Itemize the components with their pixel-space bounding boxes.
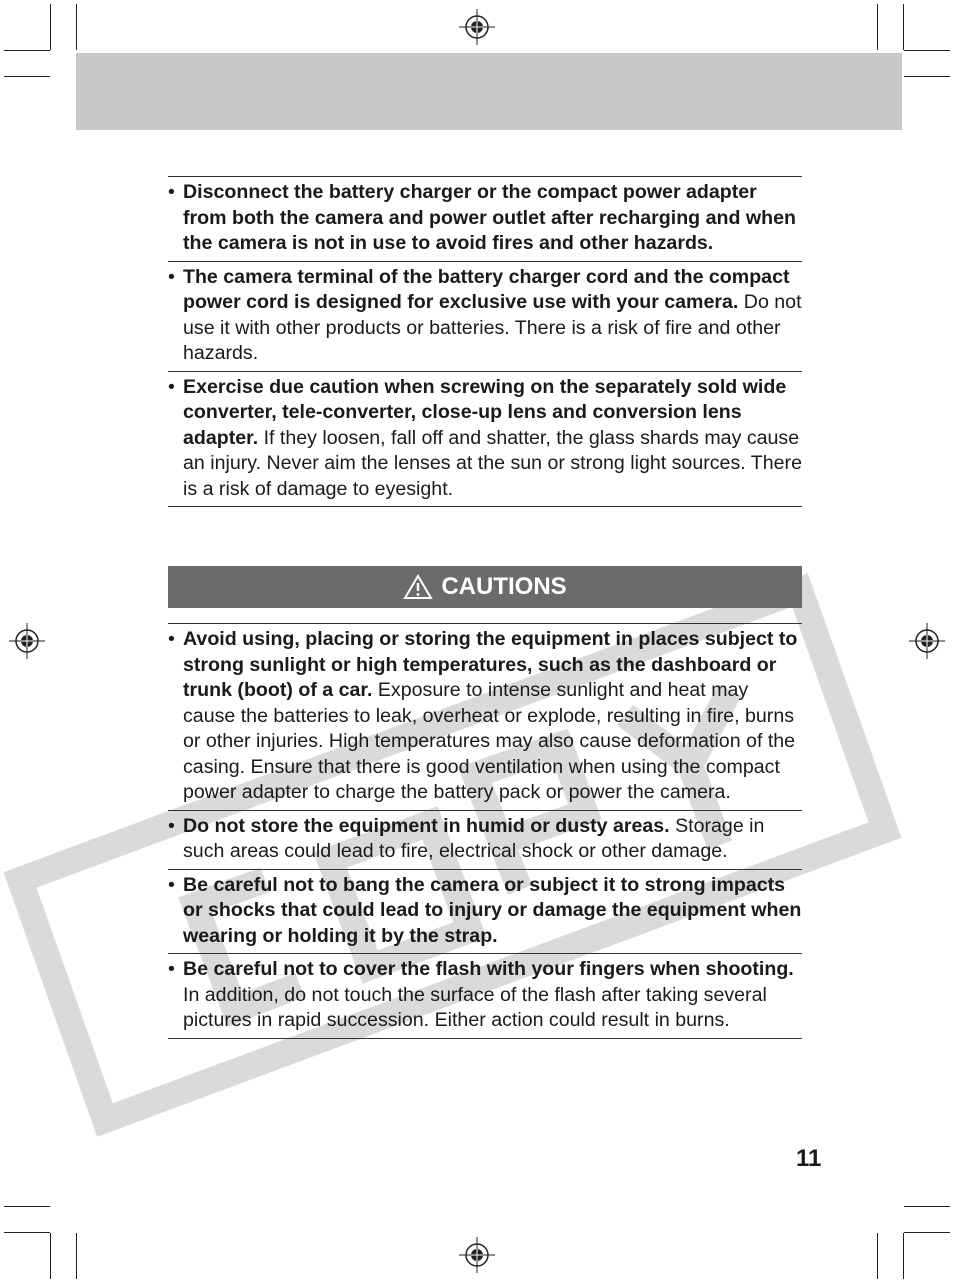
crop-mark	[904, 76, 950, 77]
caution-bold-text: Do not store the equipment in humid or dusty areas.	[183, 814, 670, 837]
caution-bold-text: Be careful not to bang the camera or subject it to strong impacts or shocks that could lead to injury or damage the equipment when wearing or holding it by the strap.	[183, 873, 802, 947]
crop-mark	[50, 4, 51, 50]
registration-mark-icon	[909, 623, 945, 659]
crop-mark	[76, 4, 77, 50]
crop-mark	[4, 1232, 50, 1233]
crop-mark	[903, 1233, 904, 1279]
warning-item	[168, 371, 802, 508]
registration-mark-icon	[9, 623, 45, 659]
crop-mark	[904, 1232, 950, 1233]
warning-text: If they loosen, fall off and shatter, the glass shards may cause an injury. Never aim the lenses at the sun or strong light sources. There is a risk of damage to eyesight.	[183, 426, 802, 500]
crop-mark	[904, 1206, 950, 1207]
cautions-heading-bar	[168, 566, 802, 608]
caution-item	[168, 810, 802, 869]
warning-triangle-icon	[403, 574, 433, 600]
crop-mark	[4, 50, 50, 51]
warnings-list	[168, 176, 802, 507]
crop-mark	[877, 1233, 878, 1279]
caution-bold-text: Be careful not to cover the flash with your fingers when shooting.	[183, 958, 794, 980]
crop-mark	[50, 1233, 51, 1279]
warning-item	[168, 261, 802, 371]
crop-mark	[4, 76, 50, 77]
caution-item	[168, 623, 802, 810]
crop-mark	[4, 1206, 50, 1207]
warning-bold-text: Exercise due caution when screwing on the separately sold wide converter, tele-converter, close-up lens and conversion lens adapter.	[183, 375, 787, 449]
page-number: 11	[796, 1145, 822, 1172]
registration-mark-icon	[459, 9, 495, 45]
caution-text: In addition, do not touch the surface of the flash after taking several pictures in rapid succession. Either action could result in burns.	[183, 983, 767, 1031]
crop-mark	[877, 4, 878, 50]
warning-bold-text: Disconnect the battery charger or the compact power adapter from both the camera and power outlet after recharging and when the camera is not in use to avoid fires and other hazards.	[183, 181, 796, 254]
caution-bold-text: Avoid using, placing or storing the equipment in places subject to strong sunlight or high temperatures, such as the dashboard or trunk (boot) of a car.	[183, 628, 798, 701]
header-band	[76, 53, 902, 130]
crop-mark	[903, 4, 904, 50]
warning-item	[168, 176, 802, 261]
caution-text: Storage in such areas could lead to fire, electrical shock or other damage.	[183, 814, 765, 862]
caution-item	[168, 953, 802, 1039]
cautions-list	[168, 623, 802, 1039]
crop-mark	[904, 50, 950, 51]
caution-text: Exposure to intense sunlight and heat may cause the batteries to leak, overheat or explode, resulting in fire, burns or other injuries. High temperatures may also cause deformation of the casing. Ensure that there is good ventilation when using the compact power adapter to charge the battery pack or power the camera.	[183, 679, 796, 803]
crop-mark	[76, 1233, 77, 1279]
warning-text: Do not use it with other products or batteries. There is a risk of fire and other hazards.	[183, 291, 802, 364]
warning-bold-text: The camera terminal of the battery charger cord and the compact power cord is designed for exclusive use with your camera.	[183, 265, 790, 313]
caution-item	[168, 869, 802, 954]
registration-mark-icon	[459, 1237, 495, 1273]
cautions-heading: CAUTIONS	[441, 573, 567, 600]
